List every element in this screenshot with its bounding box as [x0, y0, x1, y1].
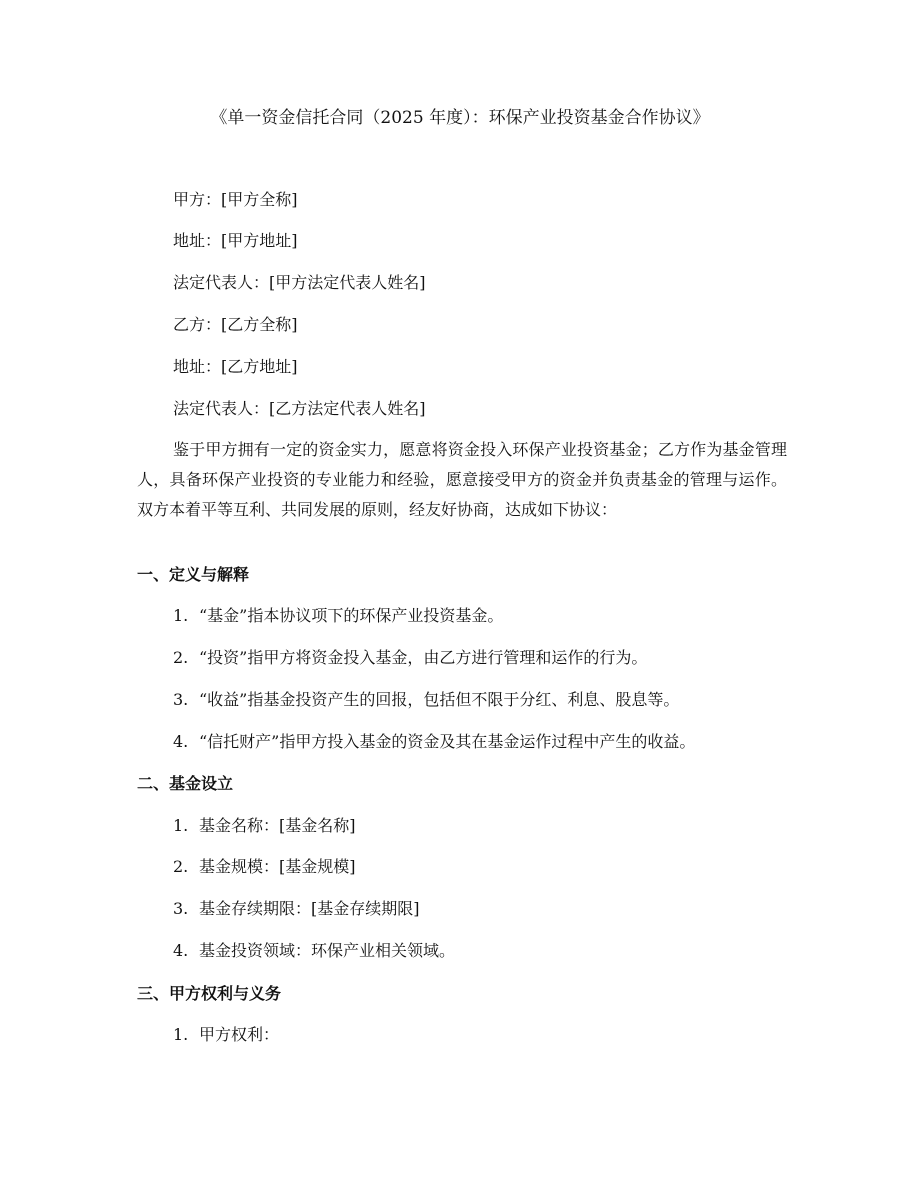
- party-b-address: 地址：[乙方地址]: [173, 357, 298, 376]
- list-item: [173, 689, 679, 711]
- party-a-address: 地址：[甲方地址]: [173, 231, 298, 250]
- document-title: 《单一资金信托合同（2025 年度）：环保产业投资基金合作协议》: [210, 108, 710, 128]
- list-item-number: 1.: [173, 606, 189, 625]
- list-item-number: 1.: [173, 1025, 189, 1044]
- list-item: [173, 731, 695, 753]
- section-heading: 二、基金设立: [137, 774, 234, 793]
- list-item-number: 3.: [173, 899, 189, 918]
- party-b-name: 乙方：[乙方全称]: [173, 315, 298, 334]
- list-item-number: 1.: [173, 816, 189, 835]
- list-item-text: 基金投资领域：环保产业相关领域。: [199, 941, 456, 960]
- list-item-number: 2.: [173, 648, 189, 667]
- list-item-number: 4.: [173, 941, 189, 960]
- list-item: [173, 856, 356, 878]
- party-a-representative: 法定代表人：[甲方法定代表人姓名]: [173, 273, 426, 292]
- list-item-text: 基金规模：[基金规模]: [199, 857, 356, 876]
- list-item-text: “基金”指本协议项下的环保产业投资基金。: [199, 606, 504, 625]
- list-item: [173, 1024, 279, 1046]
- list-item-number: 4.: [173, 732, 189, 751]
- party-b-representative: 法定代表人：[乙方法定代表人姓名]: [173, 399, 426, 418]
- list-item-text: “投资”指甲方将资金投入基金，由乙方进行管理和运作的行为。: [199, 648, 648, 667]
- list-item: [173, 898, 420, 920]
- list-item: [173, 647, 647, 669]
- list-item-text: 基金存续期限：[基金存续期限]: [199, 899, 420, 918]
- list-item-text: 甲方权利：: [199, 1025, 280, 1044]
- section-heading: 一、定义与解释: [137, 565, 250, 584]
- section-heading: 三、甲方权利与义务: [137, 984, 282, 1003]
- list-item-number: 2.: [173, 857, 189, 876]
- list-item-text: “收益”指基金投资产生的回报，包括但不限于分红、利息、股息等。: [199, 690, 680, 709]
- preamble-paragraph: 鉴于甲方拥有一定的资金实力，愿意将资金投入环保产业投资基金；乙方作为基金管理人，具备环保产业投资的专业能力和经验，愿意接受甲方的资金并负责基金的管理与运作。双方本着平等互利、共同发展的原则，经友好协商，达成如下协议：: [137, 440, 787, 519]
- party-a-name: 甲方：[甲方全称]: [173, 190, 298, 209]
- list-item-number: 3.: [173, 690, 189, 709]
- list-item: [173, 940, 455, 962]
- list-item-text: “信托财产”指甲方投入基金的资金及其在基金运作过程中产生的收益。: [199, 732, 696, 751]
- list-item: [173, 815, 356, 837]
- list-item-text: 基金名称：[基金名称]: [199, 816, 356, 835]
- list-item: [173, 605, 503, 627]
